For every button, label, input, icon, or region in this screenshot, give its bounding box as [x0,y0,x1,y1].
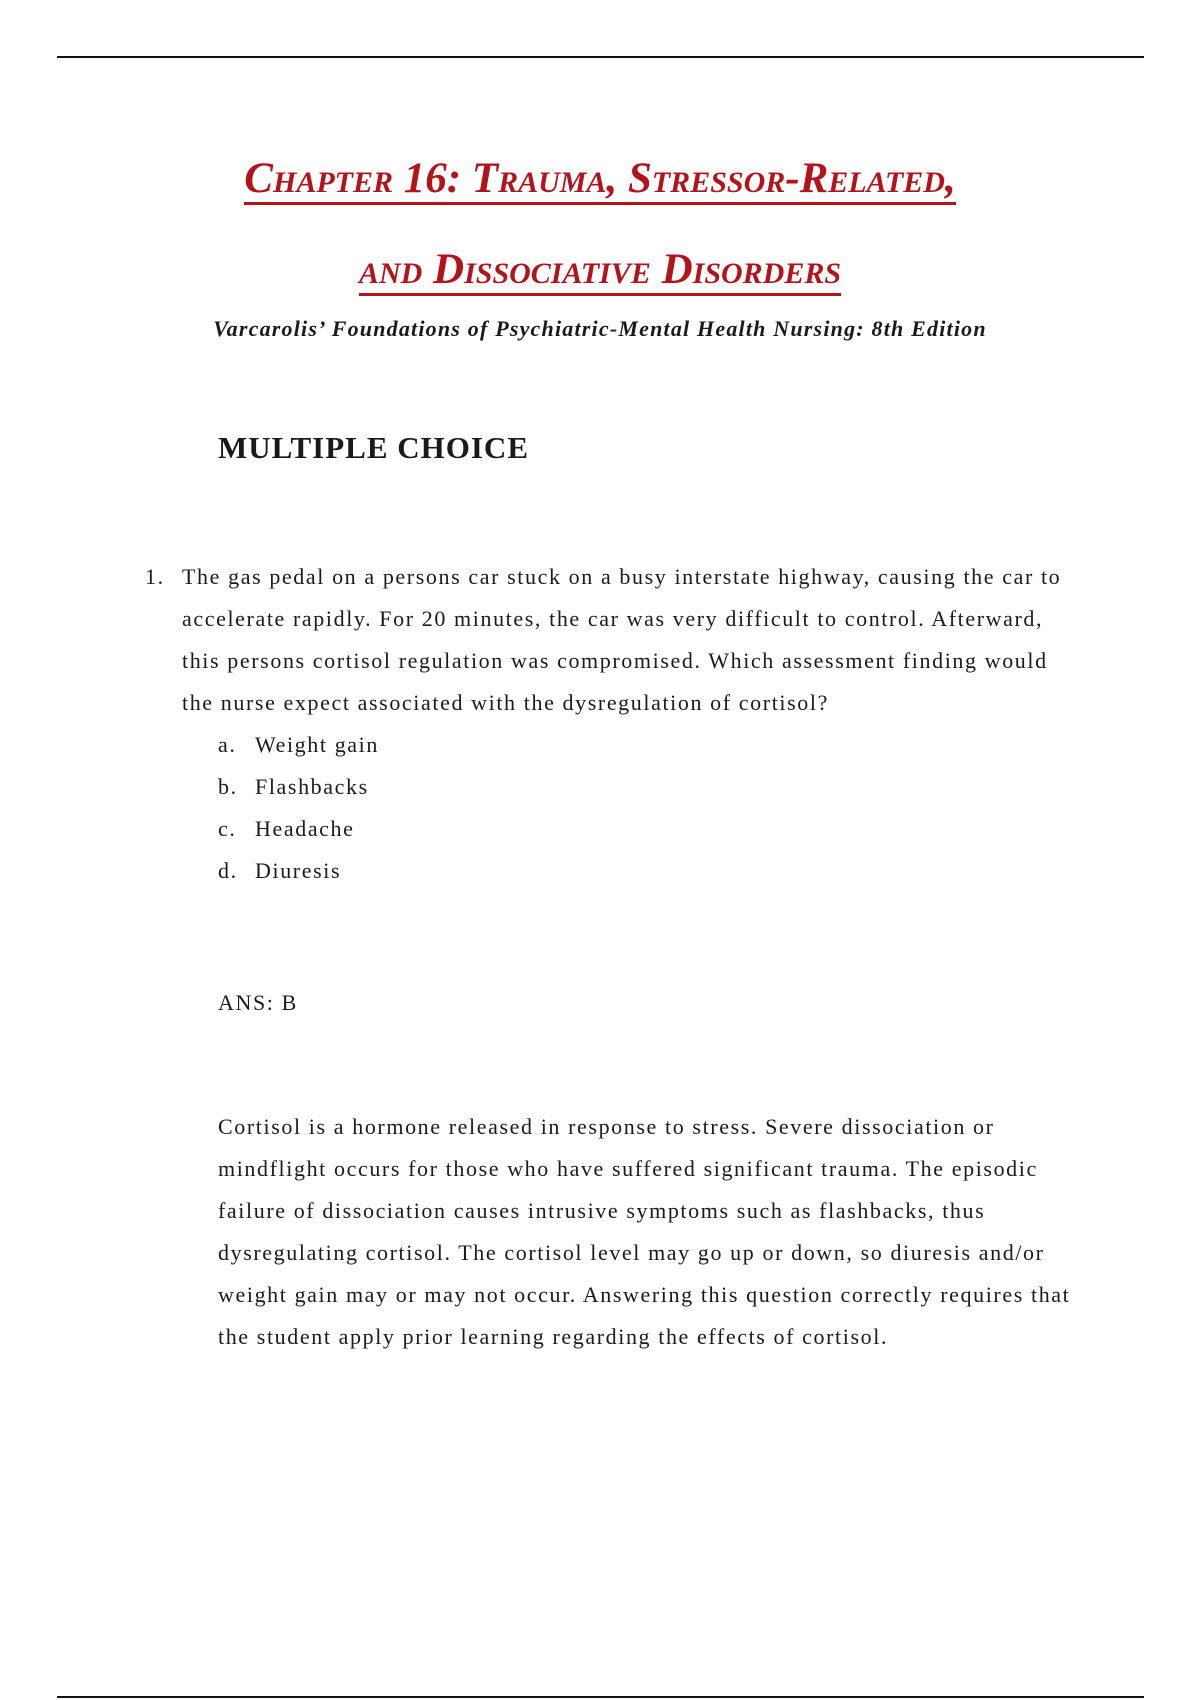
rationale-text: Cortisol is a hormone released in response to stress. Severe dissociation or mindflight occurs for those who have suffered significant trauma. The episodic failure of dissociation causes intrusive symptoms such as flashbacks, thus dysregulating cortisol. The cortisol level may go up or down, so diuresis and/or weight gain may or may not occur. Answering this question correctly requires that the student apply prior learning regarding the effects of cortisol. [218,1114,1071,1349]
chapter-title [0,140,1200,309]
option-letter: c. [218,816,237,841]
bottom-rule [57,1696,1144,1698]
option-letter: b. [218,774,238,799]
answer-key: ANS: B [218,990,298,1015]
chapter-title-line-2: and Dissociative Disorders [359,248,841,296]
question-text: The gas pedal on a persons car stuck on a busy interstate highway, causing the car to accelerate rapidly. For 20 minutes, the car was very difficult to control. Afterward, this persons cortisol regulation was compromised. Which assessment finding would the nurse expect associated with the dysregulation of cortisol? [182,564,1062,715]
option-letter: a. [218,732,237,757]
option-text: Diuresis [255,858,342,883]
top-rule [57,56,1144,58]
option-letter: d. [218,858,238,883]
question-number: 1. [145,564,165,589]
question-block [145,556,1065,892]
option-text: Flashbacks [255,774,369,799]
answer-options [218,724,1065,892]
option-a [218,724,1065,766]
option-c [218,808,1065,850]
chapter-title-line-1: Chapter 16: Trauma, Stressor-Related, [244,157,955,205]
option-text: Weight gain [255,732,379,757]
option-d [218,850,1065,892]
book-subtitle: Varcarolis’ Foundations of Psychiatric-Mental Health Nursing: 8th Edition [213,316,987,341]
option-b [218,766,1065,808]
section-heading: MULTIPLE CHOICE [218,430,529,465]
option-text: Headache [255,816,355,841]
